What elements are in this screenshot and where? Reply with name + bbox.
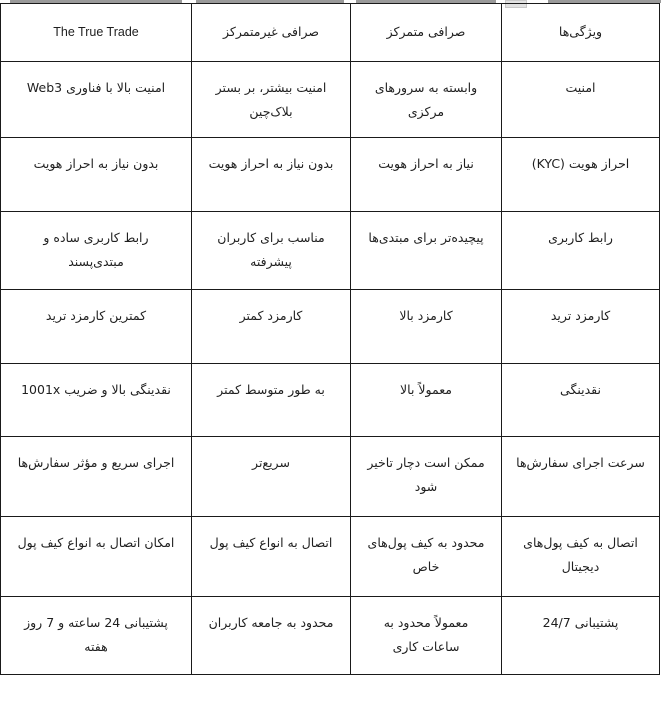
cell-value: ممکن است دچار تاخیر شود: [367, 455, 485, 495]
cell-liquidity-dex: [192, 364, 351, 437]
cell-security-true-trade: [1, 62, 192, 138]
cell-value: وابسته به سرورهای مرکزی: [374, 80, 478, 120]
cell-value: نقدینگی بالا و ضریب 1001x: [21, 382, 171, 397]
cell-user-interface-cex: [351, 212, 502, 290]
column-header-cex-label: صرافی متمرکز: [386, 24, 466, 39]
cell-trading-fee-cex: [351, 290, 502, 364]
cell-kyc-true-trade: [1, 138, 192, 212]
column-header-true-trade: [1, 4, 192, 62]
row-label: احراز هویت (KYC): [531, 156, 630, 171]
cell-value: به طور متوسط کمتر: [217, 382, 325, 397]
table-header-row: [1, 4, 660, 62]
row-label: رابط کاربری: [548, 230, 613, 245]
cell-value: امکان اتصال به انواع کیف پول: [17, 535, 175, 550]
cell-order-execution-speed-dex: [192, 437, 351, 517]
cell-value: نیاز به احراز هویت: [378, 156, 474, 171]
cell-value: اتصال به انواع کیف پول: [209, 535, 333, 550]
cell-value: امنیت بیشتر، بر بستر بلاک‌چین: [215, 80, 327, 120]
row-label: پشتیبانی 24/7: [542, 615, 619, 630]
row-label: نقدینگی: [560, 382, 601, 397]
column-header-cex: [351, 4, 502, 62]
row-label: امنیت: [565, 80, 596, 95]
cell-value: کارمزد بالا: [399, 308, 453, 323]
table-row: [1, 597, 660, 675]
cell-kyc-dex: [192, 138, 351, 212]
table-row: [1, 212, 660, 290]
table-row: [1, 517, 660, 597]
comparison-table-container: [1, 3, 660, 675]
cell-value: امنیت بالا با فناوری Web3: [26, 80, 166, 95]
row-feature-support: [502, 597, 660, 675]
table-row: [1, 437, 660, 517]
cell-value: معمولاً بالا: [400, 382, 452, 397]
row-feature-wallet-connection: [502, 517, 660, 597]
table-row: [1, 290, 660, 364]
cell-user-interface-true-trade: [1, 212, 192, 290]
row-feature-kyc: [502, 138, 660, 212]
row-feature-security: [502, 62, 660, 138]
cell-order-execution-speed-cex: [351, 437, 502, 517]
cell-kyc-cex: [351, 138, 502, 212]
column-header-true-trade-label: The True Trade: [53, 25, 139, 39]
cell-user-interface-dex: [192, 212, 351, 290]
row-feature-user-interface: [502, 212, 660, 290]
cell-support-true-trade: [1, 597, 192, 675]
row-label: کارمزد ترید: [550, 308, 611, 323]
cell-value: محدود به جامعه کاربران: [208, 615, 334, 630]
cell-value: پیچیده‌تر برای مبتدی‌ها: [368, 230, 484, 245]
cell-value: کارمزد کمتر: [239, 308, 303, 323]
cell-trading-fee-true-trade: [1, 290, 192, 364]
cell-value: بدون نیاز به احراز هویت: [33, 156, 159, 171]
cell-value: رابط کاربری ساده و مبتدی‌پسند: [43, 230, 149, 270]
table-row: [1, 364, 660, 437]
cell-value: اجرای سریع و مؤثر سفارش‌ها: [17, 455, 175, 470]
column-header-feature: [502, 4, 660, 62]
cell-support-dex: [192, 597, 351, 675]
table-row: [1, 62, 660, 138]
cell-value: بدون نیاز به احراز هویت: [208, 156, 334, 171]
row-feature-liquidity: [502, 364, 660, 437]
cell-liquidity-cex: [351, 364, 502, 437]
row-label: اتصال به کیف پول‌های دیجیتال: [523, 535, 638, 575]
column-header-dex-label: صرافی غیرمتمرکز: [223, 24, 319, 39]
cell-value: کمترین کارمزد ترید: [45, 308, 147, 323]
cell-wallet-connection-true-trade: [1, 517, 192, 597]
column-header-dex: [192, 4, 351, 62]
cell-wallet-connection-cex: [351, 517, 502, 597]
cell-value: سریع‌تر: [252, 455, 290, 470]
exchange-comparison-table: [0, 3, 660, 675]
row-label: سرعت اجرای سفارش‌ها: [516, 455, 645, 470]
table-row: [1, 138, 660, 212]
cell-trading-fee-dex: [192, 290, 351, 364]
cell-value: پشتیبانی 24 ساعته و 7 روز هفته: [24, 615, 168, 655]
cell-support-cex: [351, 597, 502, 675]
cell-security-cex: [351, 62, 502, 138]
cell-security-dex: [192, 62, 351, 138]
cell-value: مناسب برای کاربران پیشرفته: [217, 230, 325, 270]
cell-value: معمولاً محدود به ساعات کاری: [383, 615, 469, 655]
cell-value: محدود به کیف پول‌های خاص: [367, 535, 485, 575]
cell-wallet-connection-dex: [192, 517, 351, 597]
column-header-feature-label: ویژگی‌ها: [558, 24, 603, 39]
cell-order-execution-speed-true-trade: [1, 437, 192, 517]
cell-liquidity-true-trade: [1, 364, 192, 437]
row-feature-order-execution-speed: [502, 437, 660, 517]
row-feature-trading-fee: [502, 290, 660, 364]
